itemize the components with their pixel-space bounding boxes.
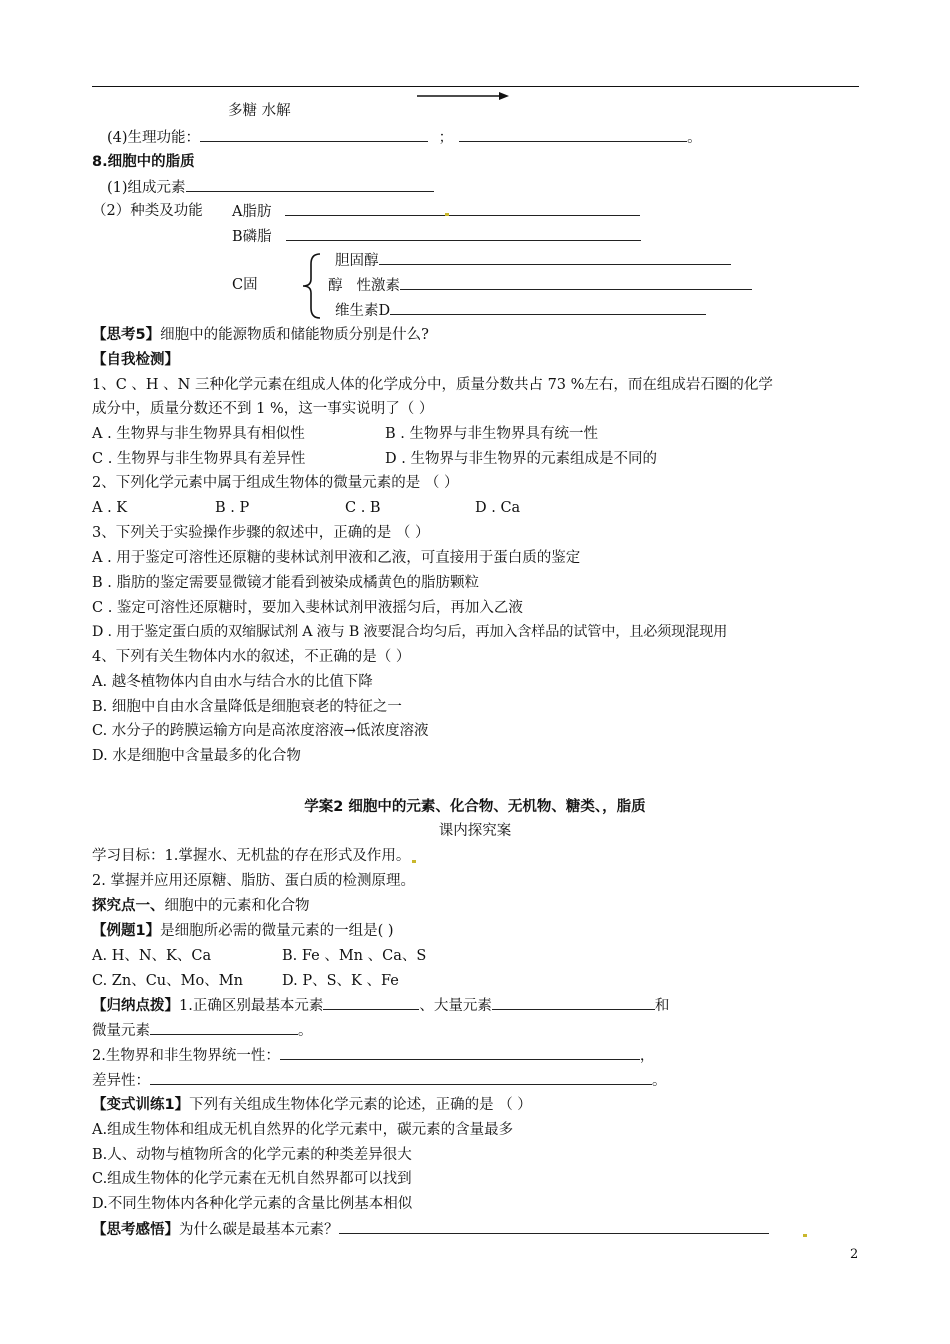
vitamin-d-label: 维生素D [335, 303, 391, 319]
q3-option-d: D . 用于鉴定蛋白质的双缩脲试剂 A 液与 B 液要混合均匀后，再加入含样品的试管中，且必须现混现用 [92, 624, 728, 640]
blank-cholesterol[interactable] [379, 251, 731, 265]
example1-text: 是细胞所必需的微量元素的一组是( ) [160, 923, 394, 939]
brace-icon [300, 252, 324, 320]
q2-option-d: D . Ca [475, 500, 521, 516]
think5-tag: 【思考5】 [92, 327, 161, 343]
blank-reflection[interactable] [339, 1220, 769, 1234]
q2-stem: 2、下列化学元素中属于组成生物体的微量元素的是 （ ） [92, 475, 459, 491]
difference-end: 。 [652, 1073, 667, 1089]
difference-label: 差异性： [92, 1073, 150, 1089]
fat-label: A脂肪 [232, 204, 272, 220]
blank-lipid-elements[interactable] [186, 178, 434, 192]
vitamin-d-line [335, 301, 706, 320]
q3-option-c: C . 鉴定可溶性还原糖时，要加入斐林试剂甲液摇匀后，再加入乙液 [92, 600, 523, 616]
point1 [92, 897, 310, 915]
q2-option-a: A . K [92, 500, 128, 516]
stray-mark-2 [412, 860, 416, 863]
summary-text: 1.正确区别最基本元素 [179, 998, 324, 1014]
q1-option-a: A . 生物界与非生物界具有相似性 [92, 426, 305, 442]
stray-mark-3 [803, 1234, 807, 1237]
point1-tag: 探究点一、 [92, 898, 165, 914]
lipid-elements-line [107, 178, 434, 197]
physio-label: (4)生理功能： [107, 130, 201, 146]
blank-unity[interactable] [280, 1046, 640, 1060]
unity-label: 2.生物界和非生物界统一性： [92, 1048, 280, 1064]
q4-option-a: A. 越冬植物体内自由水与结合水的比值下降 [92, 674, 373, 690]
case2-title: 学案2 细胞中的元素、化合物、无机物、糖类、，脂质 [304, 799, 646, 815]
think-reflection [92, 1220, 769, 1239]
variant1-option-a: A.组成生物体和组成无机自然界的化学元素中，碳元素的含量最多 [92, 1122, 514, 1138]
cholesterol-label: 胆固醇 [335, 253, 379, 269]
q4-option-d: D. 水是细胞中含量最多的化合物 [92, 748, 301, 764]
goal-1: 学习目标：1.掌握水、无机盐的存在形式及作用。 [92, 848, 411, 864]
q3-option-a: A . 用于鉴定可溶性还原糖的斐林试剂甲液和乙液，可直接用于蛋白质的鉴定 [92, 550, 581, 566]
q1-line1: 1、C 、H 、N 三种化学元素在组成人体的化学成分中，质量分数共占 73 %左右，而在组成岩石圈的化学 [92, 377, 773, 393]
fat-line [232, 202, 640, 221]
q4-option-c: C. 水分子的跨膜运输方向是高浓度溶液→低浓度溶液 [92, 723, 429, 739]
trace-element-label: 微量元素 [92, 1023, 150, 1039]
major-element-label: 、大量元素 [419, 998, 492, 1014]
blank-vitamin-d[interactable] [390, 301, 706, 315]
q2-option-b: B . P [215, 500, 250, 516]
stray-mark [445, 213, 449, 216]
q1-option-b: B . 生物界与非生物界具有统一性 [385, 426, 598, 442]
goal-2: 2. 掌握并应用还原糖、脂肪、蛋白质的检测原理。 [92, 873, 415, 889]
blank-phospholipid[interactable] [286, 227, 641, 241]
reflection-text: 为什么碳是最基本元素？ [179, 1222, 339, 1238]
and-text: 和 [654, 998, 670, 1014]
unity-line [92, 1046, 654, 1065]
blank-trace-element[interactable] [150, 1021, 298, 1035]
summary-line [92, 996, 669, 1015]
example1 [92, 922, 394, 940]
variant1-option-b: B.人、动物与植物所含的化学元素的种类差异很大 [92, 1147, 412, 1163]
variant1-text: 下列有关组成生物体化学元素的论述，正确的是 （ ） [189, 1097, 532, 1113]
q3-option-b: B . 脂肪的鉴定需要显微镜才能看到被染成橘黄色的脂肪颗粒 [92, 575, 479, 591]
sep: ； [438, 130, 454, 146]
variant1-tag: 【变式训练1】 [92, 1097, 190, 1113]
variant1-option-c: C.组成生物体的化学元素在无机自然界都可以找到 [92, 1171, 412, 1187]
point1-text: 细胞中的元素和化合物 [164, 898, 310, 914]
trace-element-line [92, 1021, 313, 1040]
think5-text: 细胞中的能源物质和储能物质分别是什么? [160, 327, 429, 343]
selfcheck-title: 【自我检测】 [92, 352, 179, 368]
blank-fat[interactable] [285, 202, 640, 216]
blank-basic-element[interactable] [323, 996, 419, 1010]
summary-tag: 【归纳点拨】 [92, 998, 179, 1014]
q3-stem: 3、下列关于实验操作步骤的叙述中，正确的是 （ ） [92, 525, 430, 541]
phospholipid-label: B磷脂 [232, 229, 272, 245]
top-rule [92, 86, 859, 87]
blank-sex-hormone[interactable] [400, 276, 752, 290]
q1-line2: 成分中，质量分数还不到 1 %，这一事实说明了（ ） [92, 401, 434, 417]
example1-option-d: D. P、S、K 、Fe [282, 973, 399, 989]
reflection-tag: 【思考感悟】 [92, 1222, 179, 1238]
example1-option-b: B. Fe 、Mn 、Ca、S [282, 948, 427, 964]
lipid-title: 8.细胞中的脂质 [92, 154, 195, 170]
variant1 [92, 1096, 532, 1114]
q4-option-b: B. 细胞中自由水含量降低是细胞衰老的特征之一 [92, 699, 402, 715]
end: 。 [687, 130, 702, 146]
sex-hormone-line [328, 276, 752, 295]
page-number: 2 [850, 1247, 859, 1262]
q4-stem: 4、下列有关生物体内水的叙述，不正确的是（ ） [92, 649, 411, 665]
sex-hormone-label: 性激素 [356, 278, 400, 294]
example1-tag: 【例题1】 [92, 923, 161, 939]
case2-subtitle: 课内探究案 [438, 823, 512, 839]
unity-end: ， [639, 1048, 655, 1064]
q1-option-d: D . 生物界与非生物界的元素组成是不同的 [385, 451, 657, 467]
blank-physio-2[interactable] [459, 128, 687, 142]
example1-option-a: A. H、N、K、Ca [92, 948, 212, 964]
think5 [92, 326, 429, 344]
cholesterol-line [335, 251, 731, 270]
example1-option-c: C. Zn、Cu、Mo、Mn [92, 973, 243, 989]
physio-function-line [107, 128, 702, 147]
q1-option-c: C . 生物界与非生物界具有差异性 [92, 451, 306, 467]
variant1-option-d: D.不同生物体内各种化学元素的含量比例基本相似 [92, 1196, 413, 1212]
lipid-elements-label: (1)组成元素 [107, 180, 186, 196]
blank-major-element[interactable] [492, 996, 655, 1010]
sterol-label: C固 [232, 277, 258, 293]
sterol-chun: 醇 [328, 278, 343, 294]
difference-line [92, 1071, 667, 1090]
phospholipid-line [232, 227, 641, 246]
q2-option-c: C . B [345, 500, 381, 516]
lipid-types-label: （2）种类及功能 [92, 203, 203, 219]
blank-physio-1[interactable] [200, 128, 428, 142]
trace-end: 。 [298, 1023, 313, 1039]
blank-difference[interactable] [150, 1071, 652, 1085]
poly-hydrolysis: 多糖 水解 [228, 103, 291, 119]
hydrolysis-arrow-icon [415, 90, 511, 102]
